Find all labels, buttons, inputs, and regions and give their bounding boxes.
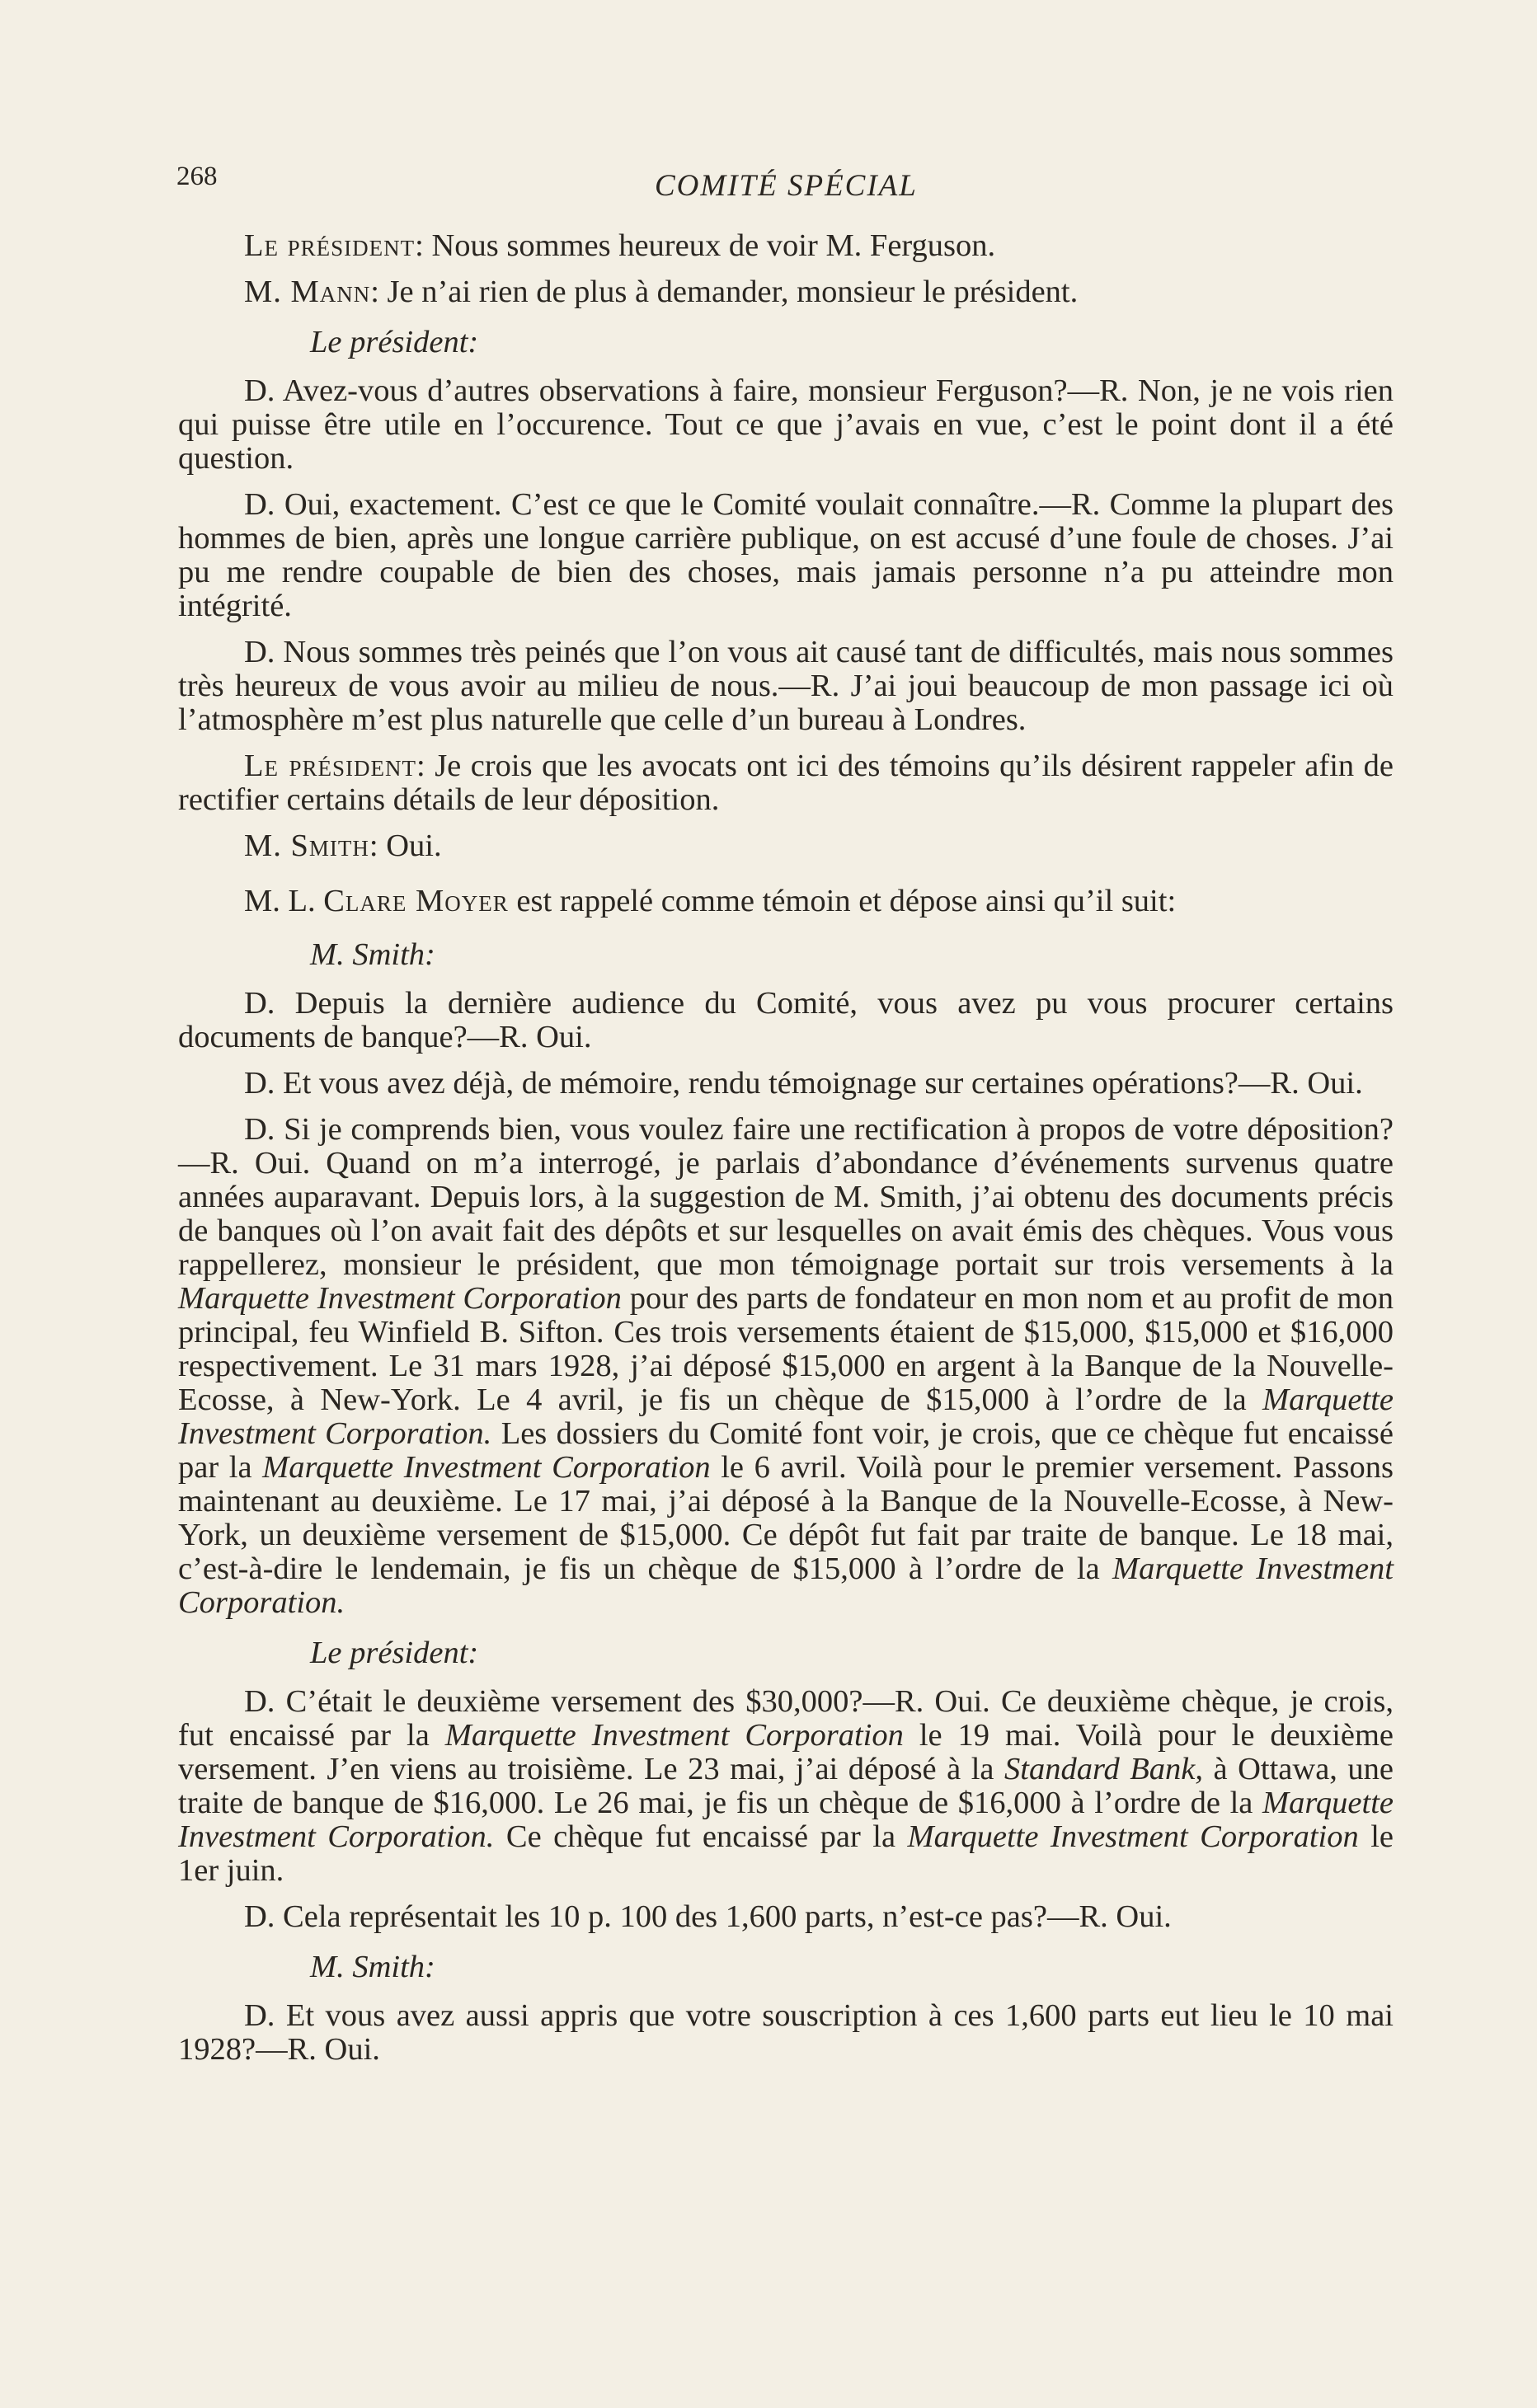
paragraph: D. C’était le deuxième versement des $30,000?—R. Oui. Ce deuxième chèque, je crois, fut encaissé par la Marquette Investment Corporation le 19 mai. Voilà pour le deuxième versement. J’en viens au troisième. Le 23 mai, j’ai déposé à la Standard Bank, à Ottawa, une traite de banque de $16,000. Le 26 mai, je fis un chèque de $16,000 à l’ordre de la Marquette Investment Corporation. Ce chèque fut encaissé par la Marquette Investment Corporation le 1er juin.: [178, 1684, 1394, 1888]
paragraph: D. Si je comprends bien, vous voulez faire une rectification à propos de votre déposition?—R. Oui. Quand on m’a interrogé, je parlais d’abondance d’événements survenus quatre années auparavant. Depuis lors, à la suggestion de M. Smith, j’ai obtenu des documents précis de banques où l’on avait fait des dépôts et sur lesquelles on avait émis des chèques. Vous vous rappellerez, monsieur le président, que mon témoignage portait sur trois versements à la Marquette Investment Corporation pour des parts de fondateur en mon nom et au profit de mon principal, feu Winfield B. Sifton. Ces trois versements étaient de $15,000, $15,000 et $16,000 respectivement. Le 31 mars 1928, j’ai déposé $15,000 en argent à la Banque de la Nouvelle-Ecosse, à New-York. Le 4 avril, je fis un chèque de $15,000 à l’ordre de la Marquette Investment Corporation. Les dossiers du Comité font voir, je crois, que ce chèque fut encaissé par la Marquette Investment Corporation le 6 avril. Voilà pour le premier versement. Passons maintenant au deuxième. Le 17 mai, j’ai déposé à la Banque de la Nouvelle-Ecosse, à New-York, un deuxième versement de $15,000. Ce dépôt fut fait par traite de banque. Le 18 mai, c’est-à-dire le lendemain, je fis un chèque de $15,000 à l’ordre de la Marquette Investment Corporation.: [178, 1112, 1394, 1620]
page-number: 268: [176, 162, 218, 191]
paragraph: Le président: Nous sommes heureux de voir M. Ferguson.: [244, 228, 996, 263]
witness-intro: M. L. Clare Moyer est rappelé comme témoin et dépose ainsi qu’il suit:: [244, 884, 1177, 918]
page-body: [178, 229, 1394, 2079]
speaker-name: M. Mann: [244, 275, 371, 309]
speaker-heading: Le président:: [310, 325, 479, 359]
paragraph: D. Cela représentait les 10 p. 100 des 1,600 parts, n’est-ce pas?—R. Oui.: [244, 1899, 1172, 1934]
speaker-name: M. Smith: [244, 828, 369, 863]
page-header: [176, 162, 1397, 211]
paragraph: D. Avez-vous d’autres observations à faire, monsieur Ferguson?—R. Non, je ne vois rien qui puisse être utile en l’occurence. Tout ce que j’avais en vue, c’est le point dont il a été question.: [178, 373, 1394, 476]
paragraph: D. Depuis la dernière audience du Comité, vous avez pu vous procurer certains documents de banque?—R. Oui.: [178, 986, 1394, 1054]
speaker-name: Le président: [244, 749, 417, 783]
paragraph: D. Oui, exactement. C’est ce que le Comité voulait connaître.—R. Comme la plupart des hommes de bien, après une longue carrière publique, on est accusé d’une foule de choses. J’ai pu me rendre coupable de bien des choses, mais jamais personne n’a pu atteindre mon intégrité.: [178, 487, 1394, 623]
speaker-heading: M. Smith:: [310, 937, 435, 972]
speaker-heading: M. Smith:: [310, 1950, 435, 1984]
witness-name: Clare Moyer: [323, 884, 509, 918]
paragraph: M. Mann: Je n’ai rien de plus à demander, monsieur le président.: [244, 275, 1079, 309]
running-head: COMITÉ SPÉCIAL: [655, 169, 918, 203]
speaker-heading: Le président:: [310, 1636, 479, 1670]
paragraph: D. Et vous avez aussi appris que votre souscription à ces 1,600 parts eut lieu le 10 mai 1928?—R. Oui.: [178, 1998, 1394, 2067]
paragraph: D. Et vous avez déjà, de mémoire, rendu témoignage sur certaines opérations?—R. Oui.: [244, 1066, 1363, 1101]
paragraph: Le président: Je crois que les avocats ont ici des témoins qu’ils désirent rappeler afin de rectifier certains détails de leur déposition.: [178, 749, 1394, 817]
paragraph: M. Smith: Oui.: [244, 828, 442, 863]
speaker-name: Le président: [244, 228, 416, 263]
paragraph: D. Nous sommes très peinés que l’on vous ait causé tant de difficultés, mais nous sommes très heureux de vous avoir au milieu de nous.—R. J’ai joui beaucoup de mon passage ici où l’atmosphère m’est plus naturelle que celle d’un bureau à Londres.: [178, 635, 1394, 737]
